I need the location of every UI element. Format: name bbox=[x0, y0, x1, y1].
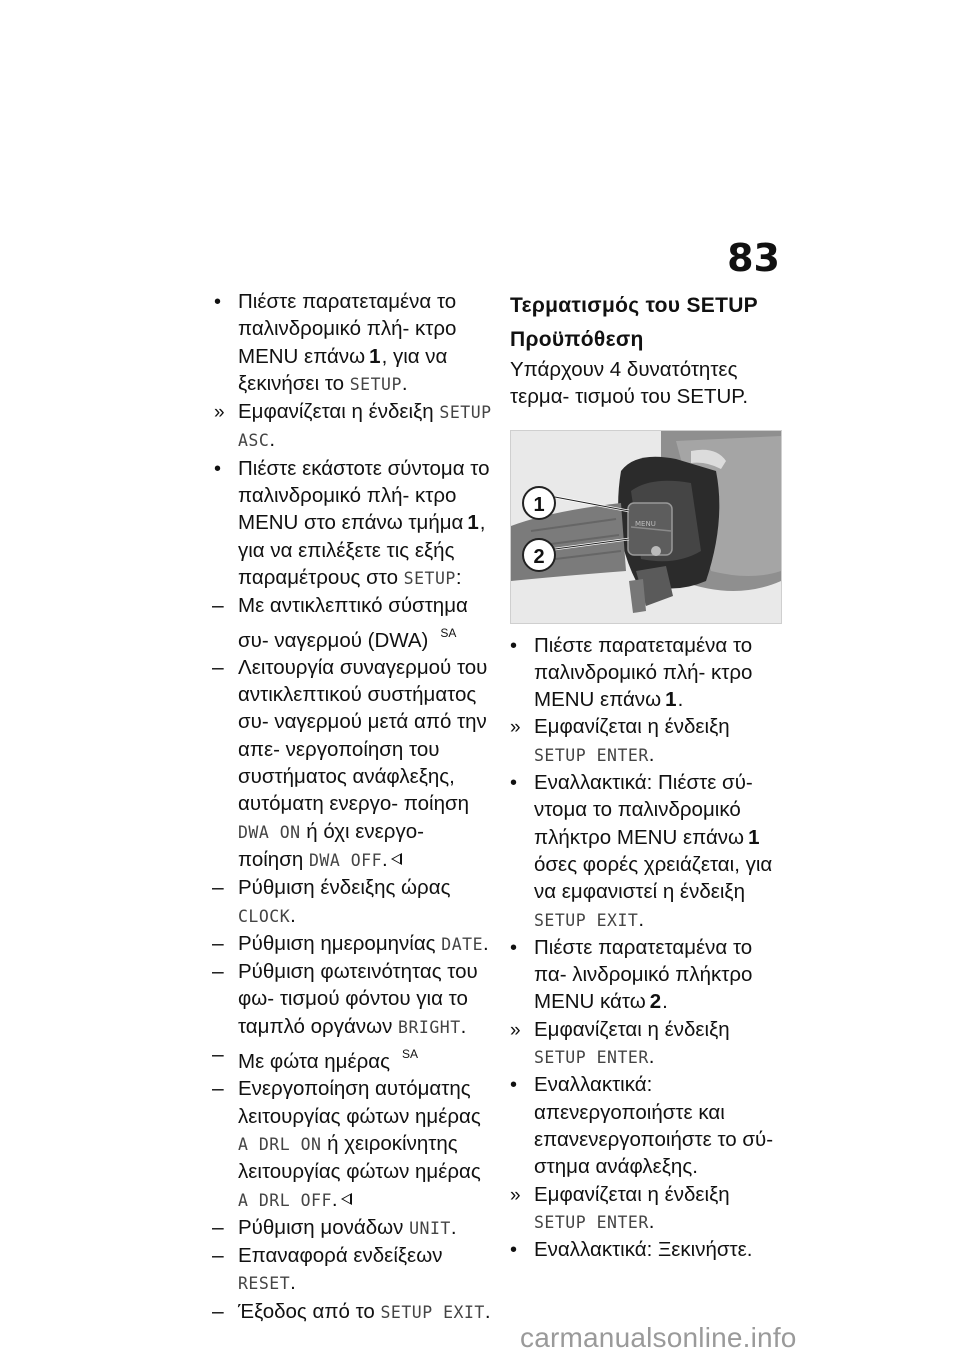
display-text: SETUP ENTER bbox=[534, 745, 649, 765]
display-text: DWA ON bbox=[238, 822, 301, 842]
dash-marker bbox=[214, 1214, 236, 1241]
item-text: . bbox=[269, 428, 276, 452]
dash-marker bbox=[214, 930, 236, 957]
option-item bbox=[214, 654, 494, 874]
bullet-marker bbox=[510, 1071, 532, 1099]
item-text: : bbox=[455, 565, 462, 589]
item-text: . bbox=[662, 990, 668, 1014]
callout-reference: 2 bbox=[649, 990, 662, 1014]
dash-marker bbox=[214, 592, 236, 619]
bullet-marker bbox=[510, 769, 532, 797]
item-text: Εμφανίζεται η ένδειξη bbox=[534, 1017, 730, 1041]
item-text: Εναλλακτικά: Ξεκινήστε. bbox=[534, 1238, 753, 1262]
item-text: . bbox=[290, 903, 296, 927]
instruction-step bbox=[510, 1071, 785, 1180]
option-item bbox=[214, 1075, 494, 1213]
item-text: ή όχι ενεργο- ποίηση bbox=[238, 819, 424, 871]
switch-label: MENU bbox=[635, 519, 656, 528]
section-subheading: Προϋπόθεση bbox=[510, 328, 644, 351]
arrow-marker bbox=[510, 1016, 532, 1044]
item-text: Λειτουργία συναγερμού του αντικλεπτικού συστήματος συ- ναγερμού μετά από την απε- νεργοποίηση του συστήματος ανάφλεξης, αυτόματη ενεργο- ποίηση bbox=[238, 655, 488, 816]
watermark: carmanualsonline.info bbox=[520, 1322, 797, 1353]
optional-equipment-mark: SA bbox=[440, 625, 457, 640]
display-text: DATE bbox=[441, 934, 484, 954]
result-item bbox=[510, 1181, 785, 1237]
item-text: . bbox=[638, 907, 645, 931]
display-text: SETUP bbox=[403, 568, 456, 588]
instruction-step bbox=[214, 288, 494, 398]
instruction-list bbox=[510, 632, 785, 1264]
result-item bbox=[214, 398, 494, 455]
option-item bbox=[214, 958, 494, 1041]
arrow-marker bbox=[510, 713, 532, 741]
arrow-marker bbox=[510, 1181, 532, 1209]
result-item bbox=[510, 713, 785, 769]
bullet-marker bbox=[510, 632, 532, 660]
dash-marker bbox=[214, 874, 236, 901]
display-text: BRIGHT bbox=[398, 1017, 461, 1037]
display-text: SETUP ENTER bbox=[534, 1212, 649, 1232]
bullet-marker bbox=[214, 288, 236, 316]
callout-1: 1 bbox=[533, 493, 545, 516]
item-text: Ρύθμιση ένδειξης ώρας bbox=[238, 876, 451, 900]
display-text: SETUP bbox=[349, 374, 402, 394]
item-text: Με φώτα ημέρας bbox=[238, 1050, 391, 1074]
item-text: Εναλλακτικά: Πιέστε σύ- ντομα το παλινδρομικό πλήκτρο MENU επάνω bbox=[534, 771, 753, 849]
display-text: UNIT bbox=[409, 1218, 451, 1238]
item-text: Εμφανίζεται η ένδειξη bbox=[534, 1182, 730, 1206]
page-number: 83 bbox=[727, 236, 780, 280]
instruction-step bbox=[510, 934, 785, 1016]
display-text: SETUP ASC bbox=[238, 403, 492, 451]
item-text: . bbox=[677, 688, 684, 712]
item-text: Ρύθμιση ημερομηνίας bbox=[238, 931, 442, 955]
display-text: SETUP EXIT bbox=[534, 910, 639, 930]
option-item bbox=[214, 1041, 494, 1075]
display-text: SETUP EXIT bbox=[380, 1302, 485, 1322]
item-text: . bbox=[290, 1271, 296, 1295]
display-text: A DRL ON bbox=[238, 1134, 322, 1154]
right-column bbox=[510, 288, 785, 1263]
option-item bbox=[214, 592, 494, 654]
left-column bbox=[214, 288, 494, 1326]
instruction-step bbox=[510, 1236, 785, 1263]
bullet-marker bbox=[510, 1236, 532, 1264]
option-item bbox=[214, 1298, 494, 1326]
end-mark-icon bbox=[391, 853, 402, 865]
display-text: RESET bbox=[238, 1274, 291, 1294]
section-heading: Τερματισμός του SETUP bbox=[510, 294, 758, 317]
option-item bbox=[214, 930, 494, 958]
display-text: A DRL OFF bbox=[238, 1190, 332, 1210]
item-text: Εμφανίζεται η ένδειξη bbox=[238, 400, 440, 424]
option-item bbox=[214, 1214, 494, 1242]
item-text: . bbox=[484, 1299, 491, 1323]
item-text: . bbox=[483, 931, 489, 955]
callout-2: 2 bbox=[533, 545, 545, 568]
item-text: Ρύθμιση μονάδων bbox=[238, 1215, 410, 1239]
bullet-marker bbox=[214, 455, 236, 483]
instruction-step bbox=[214, 455, 494, 592]
option-item bbox=[214, 874, 494, 930]
dash-marker bbox=[214, 1298, 236, 1325]
intro-paragraph: Υπάρχουν 4 δυνατότητες τερμα- τισμού του SETUP. bbox=[510, 358, 749, 409]
dash-marker bbox=[214, 958, 236, 985]
dash-marker bbox=[214, 1075, 236, 1102]
item-text: Πιέστε παρατεταμένα το παλινδρομικό πλή- κτρο MENU επάνω bbox=[238, 290, 457, 368]
display-text: SETUP ENTER bbox=[534, 1048, 649, 1068]
item-text: . bbox=[648, 742, 655, 766]
dash-marker bbox=[214, 654, 236, 681]
item-text: Επαναφορά ενδείξεων bbox=[238, 1244, 443, 1268]
item-text: . bbox=[331, 1187, 338, 1211]
callout-reference: 1 bbox=[748, 825, 760, 849]
item-text: . bbox=[648, 1045, 655, 1069]
end-mark-icon bbox=[341, 1193, 352, 1205]
item-text: . bbox=[401, 371, 408, 395]
item-text: όσες φορές χρειάζεται, για να εμφανιστεί η ένδειξη bbox=[534, 852, 773, 904]
item-text: . bbox=[460, 1014, 467, 1038]
instruction-step bbox=[510, 632, 785, 714]
optional-equipment-mark: SA bbox=[402, 1047, 419, 1062]
callout-reference: 1 bbox=[665, 688, 677, 712]
item-text: Εναλλακτικά: απενεργοποιήστε και επανενεργοποιήστε το σύ- στημα ανάφλεξης. bbox=[534, 1073, 774, 1179]
item-text: Εμφανίζεται η ένδειξη bbox=[534, 715, 730, 739]
dash-marker bbox=[214, 1242, 236, 1269]
callout-reference: 1 bbox=[467, 511, 479, 535]
callout-reference: 1 bbox=[369, 344, 381, 368]
item-text: . bbox=[450, 1215, 457, 1239]
item-text: , για να ξεκινήσει το bbox=[238, 344, 448, 395]
item-text: Πιέστε παρατεταμένα το παλινδρομικό πλή- κτρο MENU επάνω bbox=[534, 633, 753, 712]
item-text: Ρύθμιση φωτεινότητας του φω- τισμού φόντου για το ταμπλό οργάνων bbox=[238, 960, 478, 1038]
item-text: ή χειροκίνητης λειτουργίας φώτων ημέρας bbox=[238, 1131, 481, 1184]
handlebar-switch-figure bbox=[510, 430, 782, 624]
item-text: Με αντικλεπτικό σύστημα συ- ναγερμού (DWA) bbox=[238, 594, 468, 652]
item-text: . bbox=[382, 847, 388, 871]
display-text: CLOCK bbox=[238, 906, 291, 926]
item-text: . bbox=[648, 1209, 655, 1233]
item-text: Έξοδος από το bbox=[238, 1299, 381, 1323]
item-text: Πιέστε εκάστοτε σύντομα το παλινδρομικό πλή- κτρο MENU στο επάνω τμήμα bbox=[238, 456, 490, 535]
instruction-step bbox=[510, 769, 785, 934]
option-item bbox=[214, 1242, 494, 1298]
display-text: DWA OFF bbox=[308, 850, 383, 870]
item-text: , για να επιλέξετε τις εξής παραμέτρους στο bbox=[238, 511, 486, 589]
item-text: Πιέστε παρατεταμένα το πα- λινδρομικό πλήκτρο MENU κάτω bbox=[534, 935, 753, 1014]
arrow-marker bbox=[214, 398, 236, 426]
dash-marker bbox=[214, 1041, 236, 1068]
result-item bbox=[510, 1016, 785, 1072]
item-text: Ενεργοποίηση αυτόματης λειτουργίας φώτων ημέρας bbox=[238, 1077, 481, 1128]
bullet-marker bbox=[510, 934, 532, 962]
